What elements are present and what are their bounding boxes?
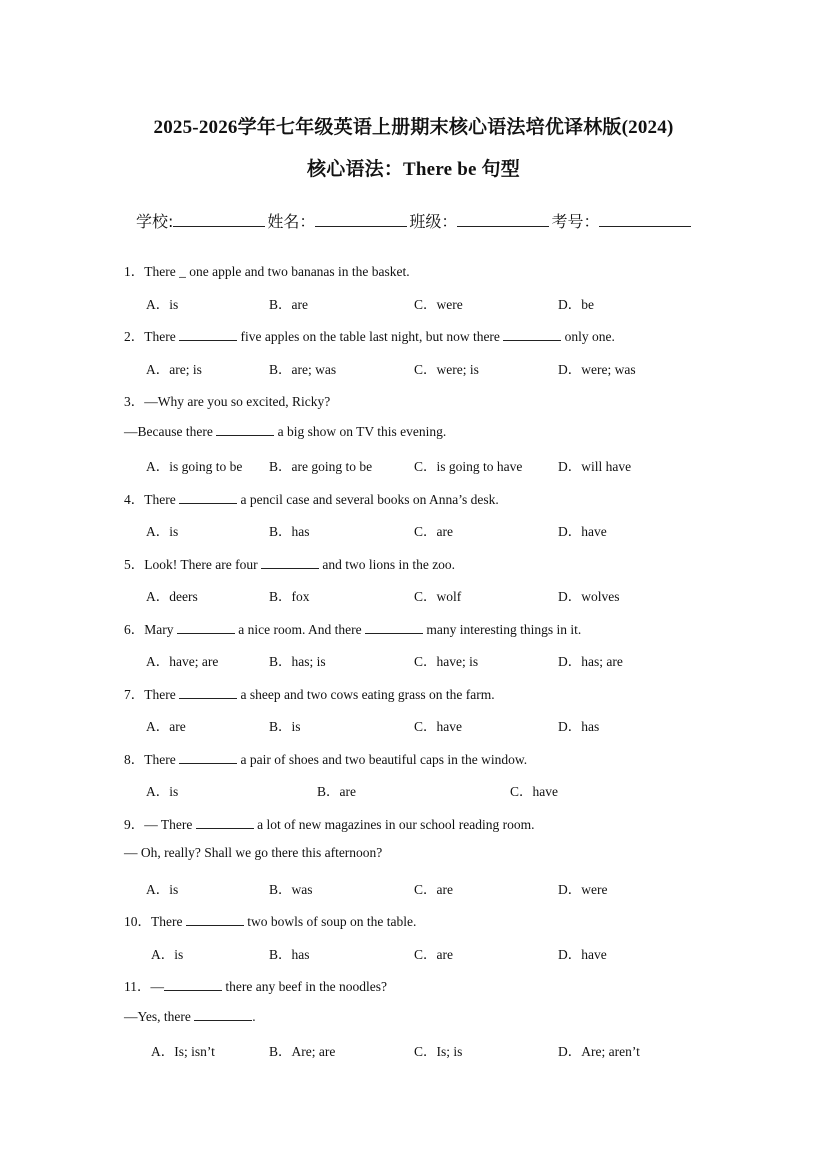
- option-c[interactable]: C．wolf: [414, 589, 462, 604]
- answer-blank[interactable]: [179, 751, 237, 764]
- answer-blank[interactable]: [365, 621, 423, 634]
- name-field[interactable]: [315, 210, 407, 227]
- option-a[interactable]: A．is: [146, 524, 179, 539]
- option-b[interactable]: B．fox: [269, 589, 310, 604]
- question-1: 1．There _ one apple and two bananas in the basket.: [124, 264, 410, 279]
- option-c[interactable]: C．were: [414, 297, 463, 312]
- option-d[interactable]: D．were: [558, 882, 608, 897]
- option-c[interactable]: C．are: [414, 524, 453, 539]
- school-field[interactable]: [173, 210, 265, 227]
- option-d[interactable]: D．has; are: [558, 654, 623, 669]
- option-d[interactable]: D．have: [558, 947, 607, 962]
- option-a[interactable]: A．are; is: [146, 362, 202, 377]
- question-number: 10．: [124, 914, 151, 929]
- option-d[interactable]: D．wolves: [558, 589, 620, 604]
- answer-blank[interactable]: [179, 328, 237, 341]
- question-number: 2．: [124, 329, 145, 344]
- option-a[interactable]: A．have; are: [146, 654, 219, 669]
- answer-blank[interactable]: [179, 491, 237, 504]
- option-c[interactable]: C．are: [414, 947, 453, 962]
- class-field[interactable]: [457, 210, 549, 227]
- option-c[interactable]: C．were; is: [414, 362, 479, 377]
- option-b[interactable]: B．has: [269, 524, 310, 539]
- question-11: 11．— there any beef in the noodles?: [124, 979, 387, 994]
- exam-no-label: 考号：: [551, 212, 600, 231]
- option-a[interactable]: A．is: [151, 947, 184, 962]
- question-number: 3．: [124, 394, 145, 409]
- question-7: 7．There a sheep and two cows eating grass on the farm.: [124, 687, 495, 702]
- question-number: 11．: [124, 979, 151, 994]
- option-d[interactable]: D．will have: [558, 459, 632, 474]
- question-number: 5．: [124, 557, 145, 572]
- question-number: 1．: [124, 264, 145, 279]
- question-3-reply: —Because there a big show on TV this evening.: [124, 424, 447, 439]
- option-a[interactable]: A．is: [146, 784, 179, 799]
- option-c[interactable]: C．have: [414, 719, 462, 734]
- option-c[interactable]: C．have: [510, 784, 558, 799]
- exam-no-field[interactable]: [599, 210, 691, 227]
- answer-blank[interactable]: [164, 978, 222, 991]
- answer-blank[interactable]: [216, 423, 274, 436]
- question-2: 2．There five apples on the table last night, but now there only one.: [124, 329, 615, 344]
- option-b[interactable]: B．are going to be: [269, 459, 373, 474]
- question-11-reply: —Yes, there .: [124, 1009, 256, 1024]
- class-label: 班级：: [409, 212, 458, 231]
- option-b[interactable]: B．Are; are: [269, 1044, 336, 1059]
- option-c[interactable]: C．have; is: [414, 654, 479, 669]
- answer-blank[interactable]: [196, 816, 254, 829]
- option-d[interactable]: D．Are; aren’t: [558, 1044, 640, 1059]
- answer-blank[interactable]: [179, 686, 237, 699]
- option-b[interactable]: B．is: [269, 719, 301, 734]
- answer-blank[interactable]: [177, 621, 235, 634]
- option-c[interactable]: C．are: [414, 882, 453, 897]
- question-number: 9．: [124, 817, 145, 832]
- question-4: 4．There a pencil case and several books on Anna’s desk.: [124, 492, 499, 507]
- option-b[interactable]: B．are; was: [269, 362, 337, 377]
- school-label: 学校:: [136, 212, 174, 231]
- option-d[interactable]: D．be: [558, 297, 594, 312]
- question-9: 9．— There a lot of new magazines in our school reading room.: [124, 817, 535, 832]
- option-b[interactable]: B．was: [269, 882, 313, 897]
- option-a[interactable]: A．is: [146, 297, 179, 312]
- option-b[interactable]: B．has; is: [269, 654, 326, 669]
- document-title: 2025-2026学年七年级英语上册期末核心语法培优译林版(2024): [153, 117, 674, 138]
- question-number: 4．: [124, 492, 145, 507]
- option-b[interactable]: B．has: [269, 947, 310, 962]
- option-b[interactable]: B．are: [269, 297, 308, 312]
- question-9-reply: — Oh, really? Shall we go there this afternoon?: [124, 845, 383, 860]
- option-c[interactable]: C．is going to have: [414, 459, 523, 474]
- option-a[interactable]: A．Is; isn’t: [151, 1044, 215, 1059]
- option-a[interactable]: A．deers: [146, 589, 198, 604]
- student-info-line: [136, 209, 693, 232]
- option-d[interactable]: D．were; was: [558, 362, 636, 377]
- option-b[interactable]: B．are: [317, 784, 356, 799]
- question-6: 6．Mary a nice room. And there many interesting things in it.: [124, 622, 582, 637]
- option-a[interactable]: A．is going to be: [146, 459, 243, 474]
- question-5: 5．Look! There are four and two lions in the zoo.: [124, 557, 456, 572]
- option-c[interactable]: C．Is; is: [414, 1044, 463, 1059]
- answer-blank[interactable]: _: [179, 264, 186, 279]
- document-subtitle: 核心语法：There be 句型: [307, 159, 520, 180]
- question-3: 3．—Why are you so excited, Ricky?: [124, 394, 331, 409]
- question-10: 10．There two bowls of soup on the table.: [124, 914, 417, 929]
- answer-blank[interactable]: [503, 328, 561, 341]
- option-a[interactable]: A．is: [146, 882, 179, 897]
- question-number: 7．: [124, 687, 145, 702]
- name-label: 姓名：: [267, 212, 316, 231]
- answer-blank[interactable]: [261, 556, 319, 569]
- option-d[interactable]: D．has: [558, 719, 600, 734]
- option-d[interactable]: D．have: [558, 524, 607, 539]
- question-8: 8．There a pair of shoes and two beautiful caps in the window.: [124, 752, 528, 767]
- answer-blank[interactable]: [186, 913, 244, 926]
- option-a[interactable]: A．are: [146, 719, 186, 734]
- question-number: 8．: [124, 752, 145, 767]
- answer-blank[interactable]: [194, 1008, 252, 1021]
- question-number: 6．: [124, 622, 145, 637]
